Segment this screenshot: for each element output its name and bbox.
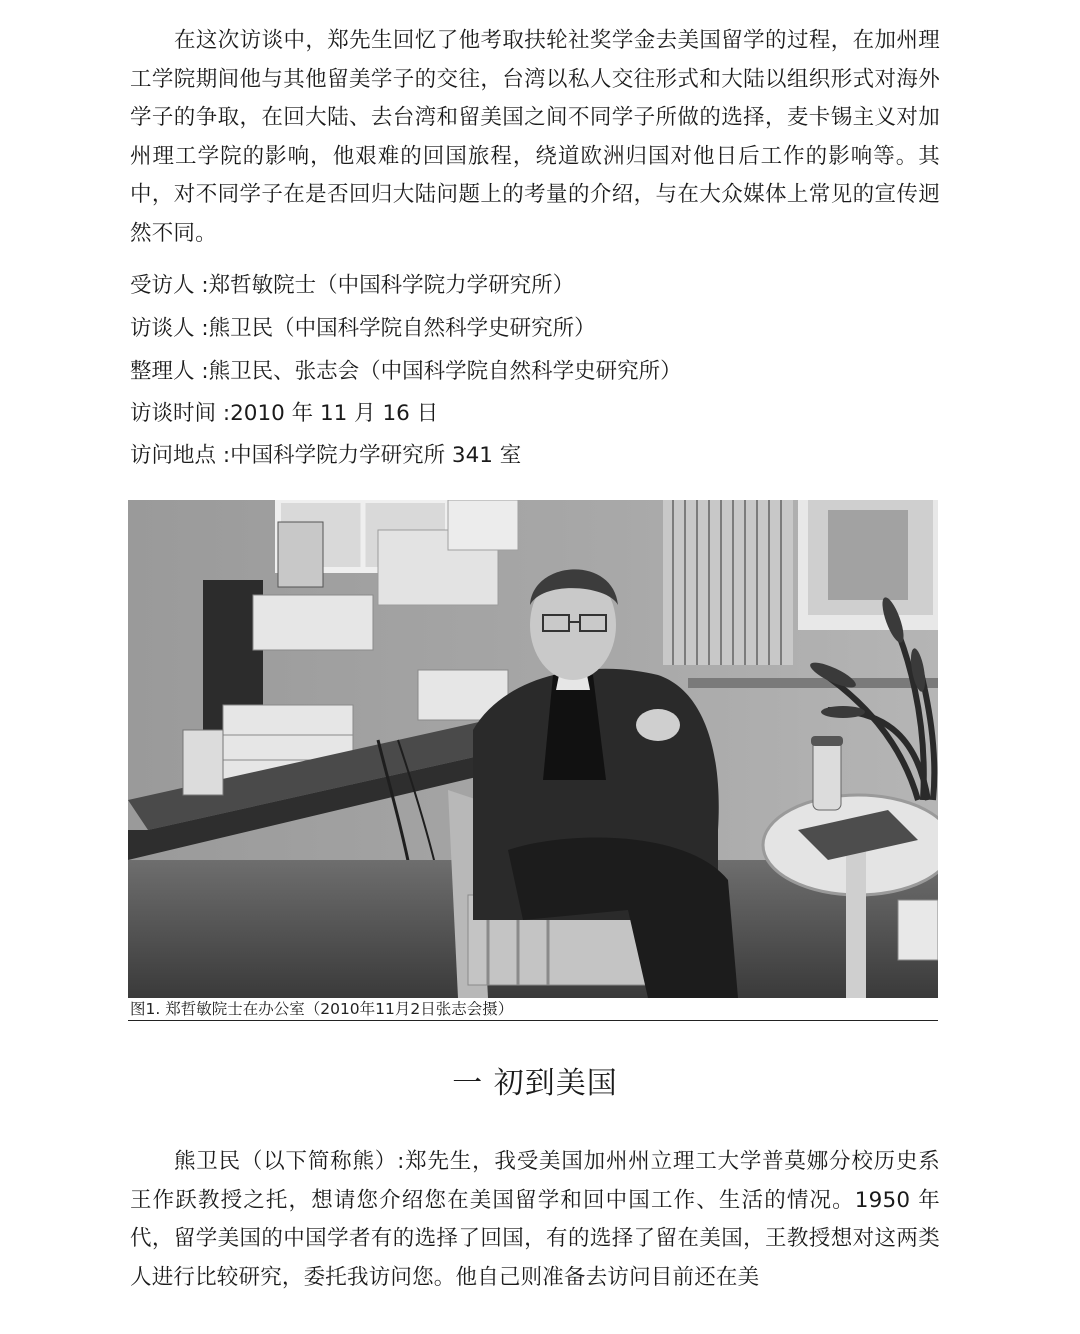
time-label: 访谈时间 : (130, 401, 231, 426)
editor-label: 整理人 : (130, 359, 209, 384)
editor-line (130, 353, 940, 392)
interviewee-line (130, 267, 940, 306)
interviewee-value: 郑哲敏院士（中国科学院力学研究所） (208, 273, 575, 298)
editor-value: 熊卫民、张志会（中国科学院自然科学史研究所） (208, 359, 682, 384)
place-value: 中国科学院力学研究所 341 室 (230, 443, 522, 468)
section-title: 一 初到美国 (452, 1066, 618, 1101)
intro-paragraph: 在这次访谈中，郑先生回忆了他考取扶轮社奖学金去美国留学的过程，在加州理工学院期间他与其他留美学子的交往，台湾以私人交往形式和大陆以组织形式对海外学子的争取，在回大陆、去台湾和留美国之间不同学子所做的选择，麦卡锡主义对加州理工学院的影响，他艰难的回国旅程，绕道欧洲归国对他日后工作的影响等。其中，对不同学子在是否回归大陆问题上的考量的介绍，与在大众媒体上常见的宣传迥然不同。 (130, 28, 940, 246)
interviewee-label: 受访人 : (130, 273, 209, 298)
time-value: 2010 年 11 月 16 日 (230, 401, 439, 426)
interviewer-line (130, 310, 940, 349)
interviewer-label: 访谈人 : (130, 316, 209, 341)
office-photo (128, 500, 938, 998)
time-line (130, 395, 940, 434)
body-paragraph: 熊卫民（以下简称熊）:郑先生，我受美国加州州立理工大学普莫娜分校历史系王作跃教授之托，想请您介绍您在美国留学和回中国工作、生活的情况。1950 年代，留学美国的中国学者有的选择了回国，有的选择了留在美国，王教授想对这两类人进行比较研究，委托我访问您。他自己则准备去访问目前还在美 (130, 1149, 940, 1290)
figure-caption: 图1. 郑哲敏院士在办公室（2010年11月2日张志会摄） (130, 1000, 514, 1018)
place-line (130, 437, 940, 476)
interviewer-value: 熊卫民（中国科学院自然科学史研究所） (208, 316, 596, 341)
place-label: 访问地点 : (130, 443, 231, 468)
office-photo-illustration (128, 500, 938, 998)
caption-divider (128, 1020, 938, 1021)
